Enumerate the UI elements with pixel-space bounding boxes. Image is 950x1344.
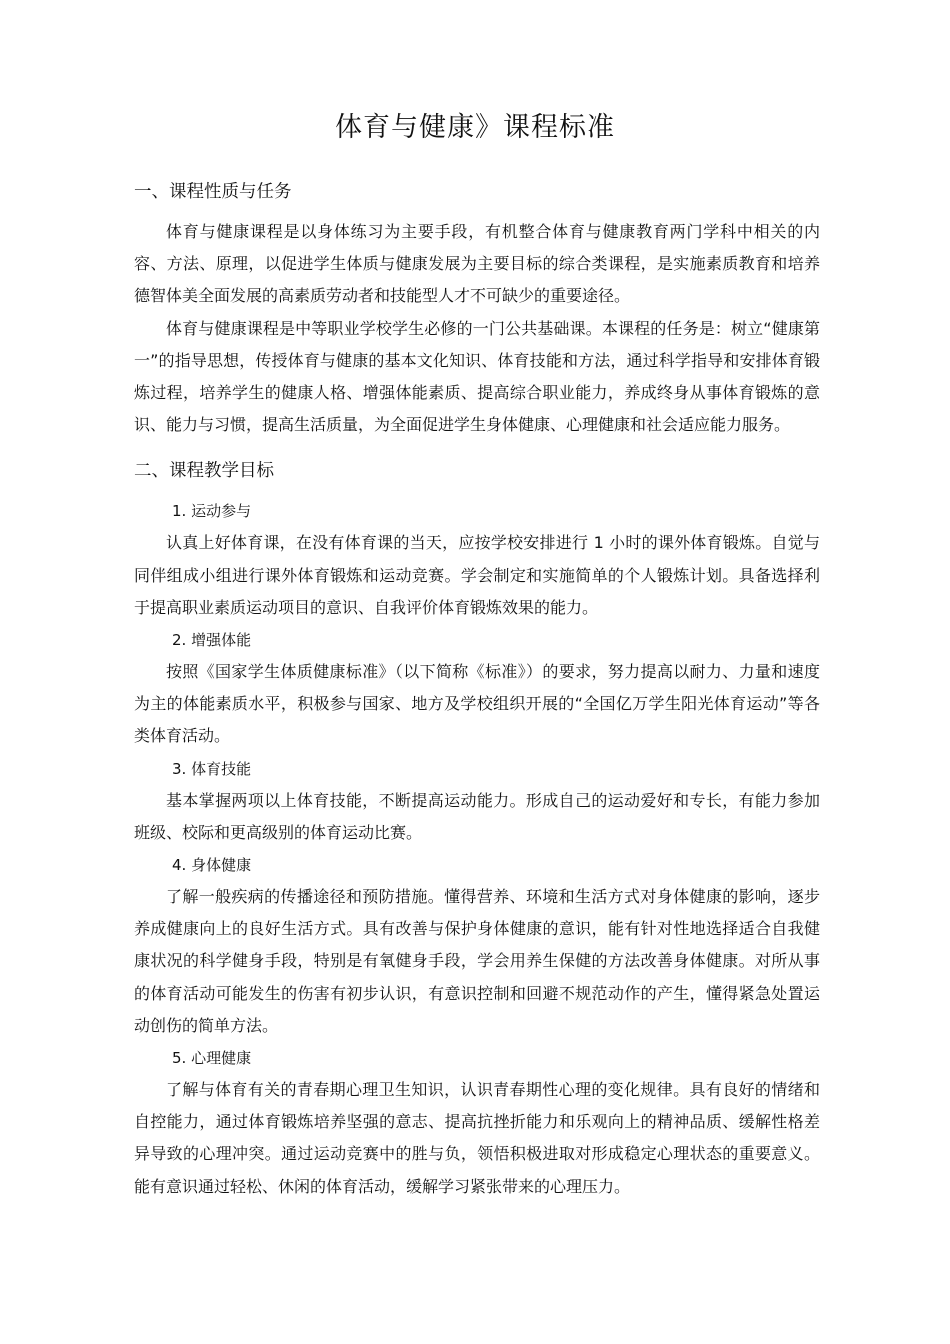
paragraph: 认真上好体育课，在没有体育课的当天，应按学校安排进行 1 小时的课外体育锻炼。自觉与同伴组成小组进行课外体育锻炼和运动竞赛。学会制定和实施简单的个人锻炼计划。具备选择利于提高职业素质运动项目的意识、自我评价体育锻炼效果的能力。 xyxy=(134,533,820,617)
paragraph: 体育与健康课程是中等职业学校学生必修的一门公共基础课。本课程的任务是：树立“健康第一”的指导思想，传授体育与健康的基本文化知识、体育技能和方法，通过科学指导和安排体育锻炼过程，培养学生的健康人格、增强体能素质、提高综合职业能力，养成终身从事体育锻炼的意识、能力与习惯，提高生活质量，为全面促进学生身体健康、心理健康和社会适应能力服务。 xyxy=(134,318,820,435)
subheading-physical-health: 4. 身体健康 xyxy=(172,856,252,875)
subheading-sports-participation: 1. 运动参与 xyxy=(172,502,252,521)
subheading-physical-fitness: 2. 增强体能 xyxy=(172,631,252,650)
section-heading-nature: 一、课程性质与任务 xyxy=(134,182,292,202)
paragraph: 了解与体育有关的青春期心理卫生知识，认识青春期性心理的变化规律。具有良好的情绪和自控能力，通过体育锻炼培养坚强的意志、提高抗挫折能力和乐观向上的精神品质、缓解性格差异导致的心理冲突。通过运动竞赛中的胜与负，领悟积极进取对形成稳定心理状态的重要意义。能有意识通过轻松、休闲的体育活动，缓解学习紧张带来的心理压力。 xyxy=(134,1080,820,1196)
paragraph: 体育与健康课程是以身体练习为主要手段，有机整合体育与健康教育两门学科中相关的内容、方法、原理，以促进学生体质与健康发展为主要目标的综合类课程，是实施素质教育和培养德智体美全面发展的高素质劳动者和技能型人才不可缺少的重要途径。 xyxy=(134,222,820,306)
paragraph: 按照《国家学生体质健康标准》（以下简称《标准》）的要求，努力提高以耐力、力量和速度为主的体能素质水平，积极参与国家、地方及学校组织开展的“全国亿万学生阳光体育运动”等各类体育活动。 xyxy=(134,662,820,746)
section-heading-objectives: 二、课程教学目标 xyxy=(134,461,274,482)
paragraph: 基本掌握两项以上体育技能，不断提高运动能力。形成自己的运动爱好和专长，有能力参加班级、校际和更高级别的体育运动比赛。 xyxy=(134,790,820,842)
document-body xyxy=(134,176,820,1203)
subheading-sports-skills: 3. 体育技能 xyxy=(172,759,252,778)
paragraph: 了解一般疾病的传播途径和预防措施。懂得营养、环境和生活方式对身体健康的影响，逐步养成健康向上的良好生活方式。具有改善与保护身体健康的意识，能有针对性地选择适合自我健康状况的科学健身手段，特别是有氧健身手段，学会用养生保健的方法改善身体健康。对所从事的体育活动可能发生的伤害有初步认识，有意识控制和回避不规范动作的产生，懂得紧急处置运动创伤的简单方法。 xyxy=(134,887,820,1035)
document-title: 体育与健康》课程标准 xyxy=(335,112,615,143)
subheading-mental-health: 5. 心理健康 xyxy=(172,1049,252,1068)
